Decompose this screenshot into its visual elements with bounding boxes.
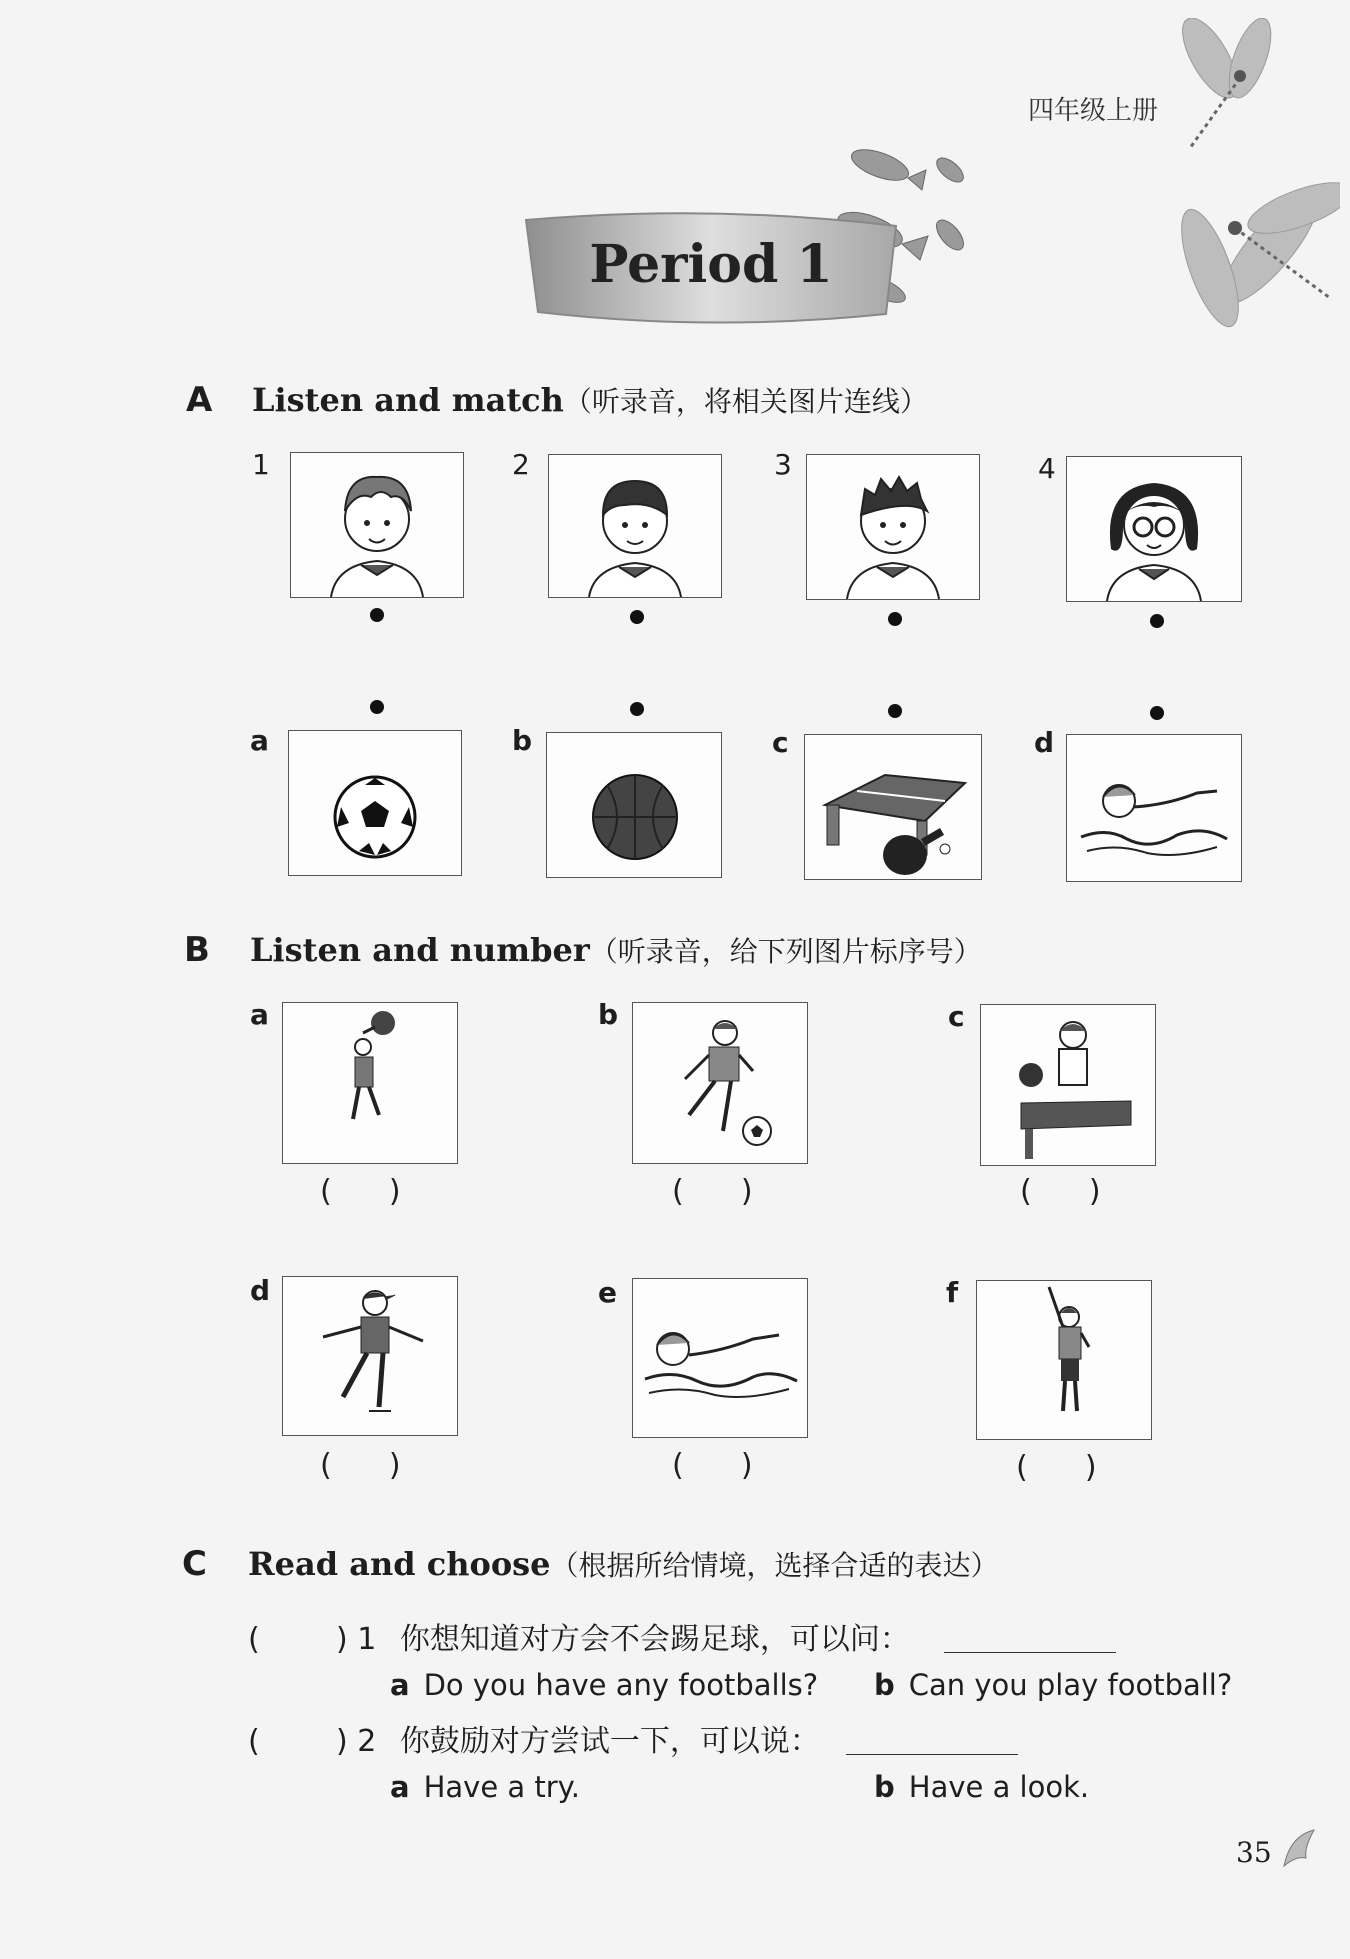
boy-spiky-hair-icon [807, 455, 979, 599]
section-a-letter: A [186, 380, 213, 420]
section-b-title [250, 930, 982, 970]
football-icon [289, 731, 461, 875]
answer-paren[interactable]: ( ) 1 [248, 1622, 377, 1657]
picture-label: c [948, 1000, 965, 1033]
answer-paren[interactable]: ( ) [1016, 1450, 1097, 1485]
match-dot[interactable] [888, 704, 902, 718]
section-b-letter: B [184, 930, 210, 970]
swimming-icon [1067, 735, 1241, 881]
sport-label: c [772, 726, 789, 759]
page-number: 35 [1236, 1836, 1272, 1869]
option-a [390, 1668, 818, 1702]
option-text: Do you have any footballs? [423, 1668, 819, 1702]
section-a-title-zh: （听录音，将相关图片连线） [563, 385, 928, 418]
basketball-player-icon [283, 1003, 457, 1163]
person-number: 2 [512, 448, 530, 481]
girl-glasses-icon [1067, 457, 1241, 601]
option-text: Can you play football? [908, 1668, 1233, 1702]
answer-paren[interactable]: ( ) 2 [248, 1724, 377, 1759]
sport-label: a [250, 724, 269, 757]
leaf-icon [1280, 1826, 1316, 1870]
answer-paren[interactable]: ( ) [320, 1448, 401, 1483]
match-dot[interactable] [1150, 706, 1164, 720]
option-letter: b [874, 1668, 895, 1702]
skater-icon [283, 1277, 457, 1435]
match-dot[interactable] [370, 608, 384, 622]
person-picture-3 [806, 454, 980, 600]
option-b [874, 1668, 1232, 1702]
option-letter: b [874, 1770, 895, 1804]
match-dot[interactable] [1150, 614, 1164, 628]
picture-f [976, 1280, 1152, 1440]
person-number: 1 [252, 448, 270, 481]
option-a [390, 1770, 580, 1804]
answer-paren[interactable]: ( ) [672, 1448, 753, 1483]
sport-picture-a [288, 730, 462, 876]
section-b-title-zh: （听录音，给下列图片标序号） [589, 935, 982, 968]
picture-c [980, 1004, 1156, 1166]
basketball-icon [547, 733, 721, 877]
period-banner [516, 210, 906, 328]
person-picture-1 [290, 452, 464, 598]
question-2 [248, 1716, 820, 1760]
match-dot[interactable] [888, 612, 902, 626]
section-c-title-en: Read and choose [248, 1545, 551, 1583]
picture-label: d [250, 1274, 271, 1307]
sport-label: d [1034, 726, 1055, 759]
boy-short-hair-icon [549, 455, 721, 597]
section-c-title [248, 1544, 999, 1584]
match-dot[interactable] [370, 700, 384, 714]
dragonfly-icon [1150, 18, 1340, 348]
answer-paren[interactable]: ( ) [672, 1174, 753, 1209]
section-c-letter: C [182, 1544, 207, 1584]
sport-picture-c [804, 734, 982, 880]
picture-a [282, 1002, 458, 1164]
section-a-title [252, 380, 928, 420]
sport-picture-d [1066, 734, 1242, 882]
option-letter: a [390, 1668, 410, 1702]
picture-label: b [598, 998, 619, 1031]
option-text: Have a look. [908, 1770, 1090, 1804]
section-b-title-en: Listen and number [250, 931, 590, 969]
match-dot[interactable] [630, 702, 644, 716]
section-c-title-zh: （根据所给情境，选择合适的表达） [550, 1549, 999, 1582]
picture-label: a [250, 998, 269, 1031]
period-title: Period 1 [589, 234, 833, 295]
grade-label: 四年级上册 [1028, 96, 1159, 126]
answer-paren[interactable]: ( ) [320, 1174, 401, 1209]
match-dot[interactable] [630, 610, 644, 624]
option-text: Have a try. [423, 1770, 580, 1804]
picture-e [632, 1278, 808, 1438]
person-number: 4 [1038, 452, 1056, 485]
answer-paren[interactable]: ( ) [1020, 1174, 1101, 1209]
sport-picture-b [546, 732, 722, 878]
sport-label: b [512, 724, 533, 757]
jumper-icon [977, 1281, 1151, 1439]
picture-label: e [598, 1276, 617, 1309]
option-b [874, 1770, 1089, 1804]
question-1 [248, 1614, 910, 1658]
section-a-title-en: Listen and match [252, 381, 564, 419]
question-text: 你想知道对方会不会踢足球，可以问： [399, 1622, 910, 1657]
picture-label: f [946, 1276, 959, 1309]
person-picture-2 [548, 454, 722, 598]
person-number: 3 [774, 448, 792, 481]
person-picture-4 [1066, 456, 1242, 602]
boy-curly-hair-icon [291, 453, 463, 597]
ping-pong-player-icon [981, 1005, 1155, 1165]
picture-b [632, 1002, 808, 1164]
answer-blank[interactable] [846, 1754, 1018, 1755]
ping-pong-table-icon [805, 735, 981, 879]
option-letter: a [390, 1770, 410, 1804]
swimmer-icon [633, 1279, 807, 1437]
picture-d [282, 1276, 458, 1436]
football-player-icon [633, 1003, 807, 1163]
question-text: 你鼓励对方尝试一下，可以说： [399, 1724, 820, 1759]
answer-blank[interactable] [944, 1652, 1116, 1653]
